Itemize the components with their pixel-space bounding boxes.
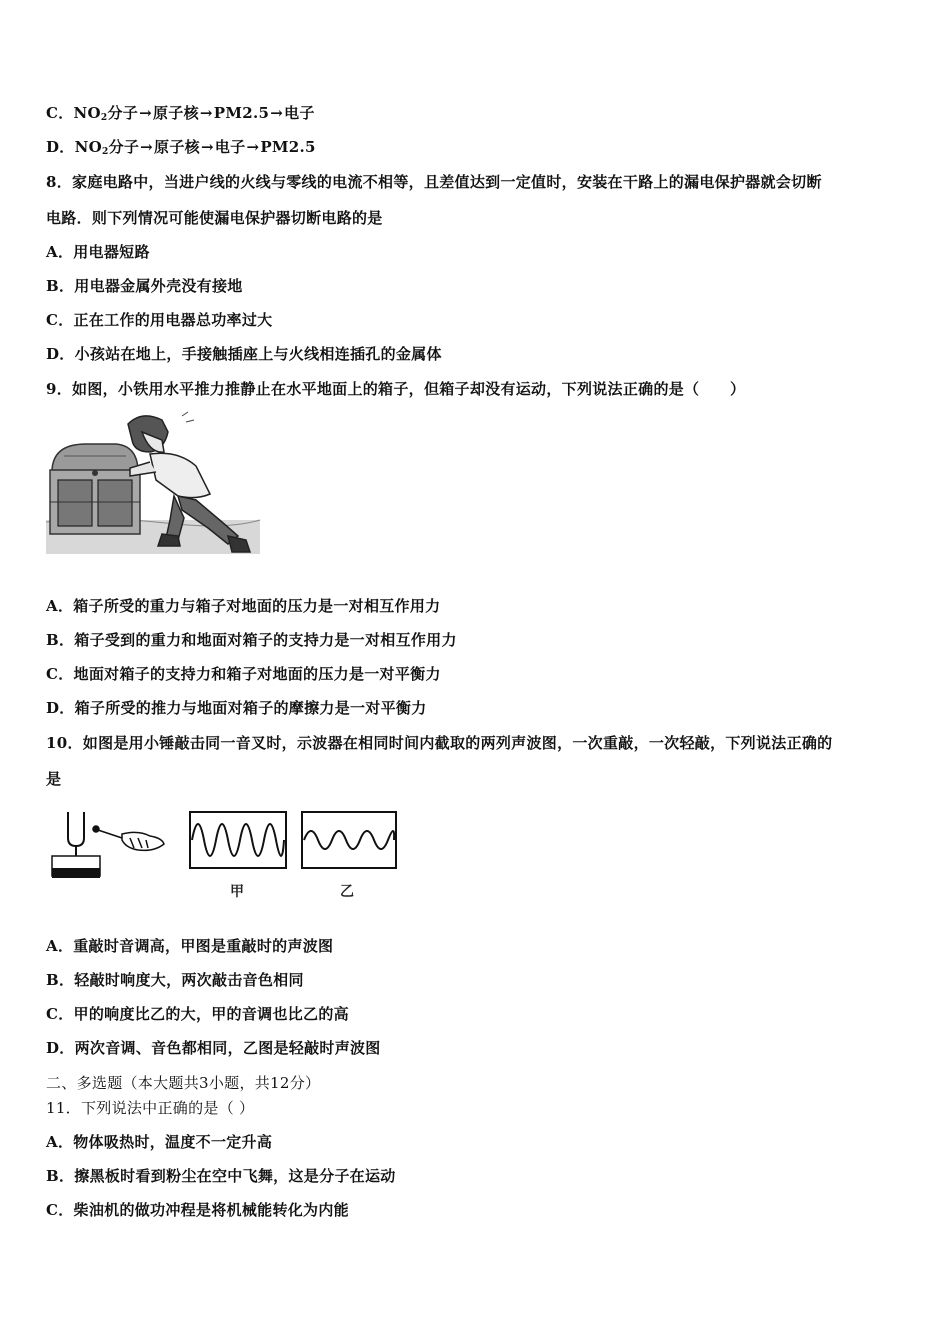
q10-stem-line2: 是 <box>46 770 62 788</box>
label-jia: 甲 <box>230 884 244 900</box>
q9-option-a: A．箱子所受的重力与箱子对地面的压力是一对相互作用力 <box>46 597 441 615</box>
q8-option-b: B．用电器金属外壳没有接地 <box>46 277 243 295</box>
q10-option-b: B．轻敲时响度大，两次敲击音色相同 <box>46 971 304 989</box>
q11-option-a: A．物体吸热时，温度不一定升高 <box>46 1133 273 1151</box>
boy-pushing-box-figure <box>46 410 262 556</box>
q11-option-c: C．柴油机的做功冲程是将机械能转化为内能 <box>46 1201 349 1219</box>
section-2-heading: 二、多选题（本大题共3小题，共12分） <box>46 1074 321 1092</box>
resonance-box <box>52 856 100 878</box>
option-7c: C．$NO_2$分子→原子核→PM2.5→电子 <box>46 104 315 123</box>
q10-option-a: A．重敲时音调高，甲图是重敲时的声波图 <box>46 937 334 955</box>
q9-option-c: C．地面对箱子的支持力和箱子对地面的压力是一对平衡力 <box>46 665 441 683</box>
treasure-chest <box>50 444 140 534</box>
q11-option-b: B．擦黑板时看到粉尘在空中飞舞，这是分子在运动 <box>46 1167 396 1185</box>
q10-stem-line1: 10．如图是用小锤敲击同一音叉时，示波器在相同时间内截取的两列声波图，一次重敲，一次轻敲，下列说法正确的 <box>46 734 833 752</box>
option-7d: D．$NO_2$分子→原子核→电子→PM2.5 <box>46 138 316 157</box>
q9-stem: 9．如图，小铁用水平推力推静止在水平地面上的箱子，但箱子却没有运动，下列说法正确的是（ ） <box>46 380 746 398</box>
q8-option-c: C．正在工作的用电器总功率过大 <box>46 311 273 329</box>
tuning-fork-and-waveforms-figure <box>46 808 406 904</box>
tuning-fork <box>68 812 84 856</box>
q10-option-d: D．两次音调、音色都相同，乙图是轻敲时声波图 <box>46 1039 381 1057</box>
label-yi: 乙 <box>340 884 354 900</box>
waveform-yi-frame <box>302 812 396 868</box>
hammer-and-hand <box>93 826 164 850</box>
q9-option-d: D．箱子所受的推力与地面对箱子的摩擦力是一对平衡力 <box>46 699 427 717</box>
q8-stem-line1: 8．家庭电路中，当进户线的火线与零线的电流不相等，且差值达到一定值时，安装在干路上的漏电保护器就会切断 <box>46 173 822 191</box>
q8-stem-line2: 电路．则下列情况可能使漏电保护器切断电路的是 <box>46 209 383 227</box>
q8-option-d: D．小孩站在地上，手接触插座上与火线相连插孔的金属体 <box>46 345 442 363</box>
q11-stem: 11．下列说法中正确的是（ ） <box>46 1099 255 1117</box>
q10-option-c: C．甲的响度比乙的大，甲的音调也比乙的高 <box>46 1005 349 1023</box>
q8-option-a: A．用电器短路 <box>46 243 150 261</box>
q9-option-b: B．箱子受到的重力和地面对箱子的支持力是一对相互作用力 <box>46 631 457 649</box>
